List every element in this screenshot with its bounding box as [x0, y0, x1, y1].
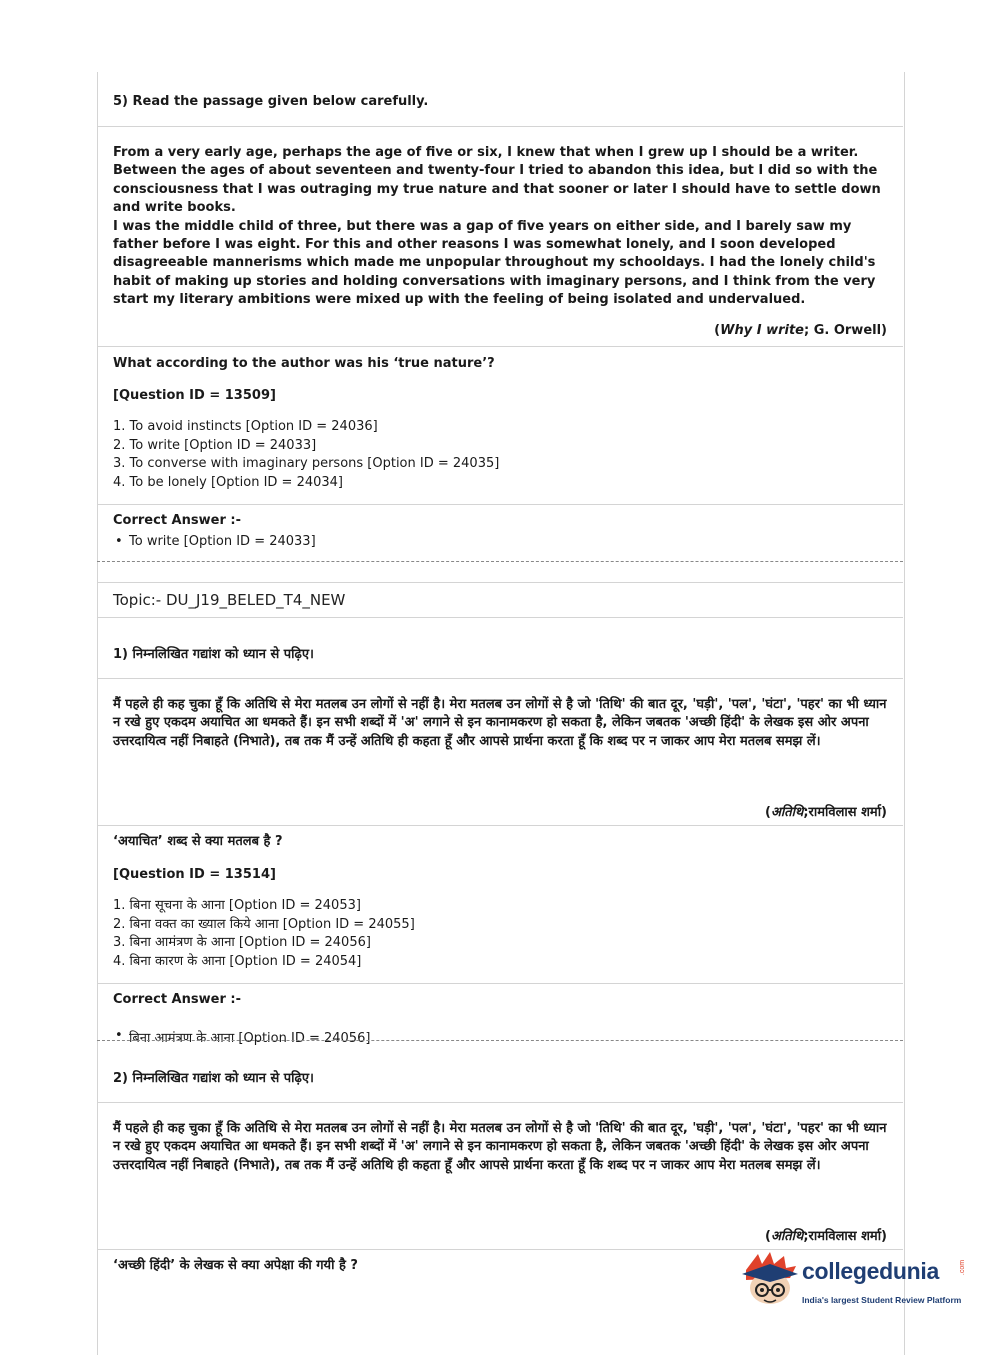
- source-title: अतिथि: [770, 805, 804, 820]
- source-author: ;रामविलास शर्मा): [803, 1229, 887, 1244]
- question-id: [Question ID = 13509]: [113, 388, 276, 403]
- option-2: 2. बिना वक्त का ख्याल किये आना [Option ID = 24055]: [113, 916, 415, 932]
- divider: [97, 582, 903, 583]
- passage-paragraph: I was the middle child of three, but there was a gap of five years on either side, and I barely saw my father before I was eight. For this and other reasons I was somewhat lonely, and I soon developed disagreeable mannerisms which made me unpopular throughout my schooldays. I had the lonely child's habit of making up stories and holding conversations with imaginary persons, and I think from the very start my literary ambitions were mixed up with the feeling of being isolated and undervalued.: [113, 218, 876, 308]
- question-title: 2) निम्नलिखित गद्यांश को ध्यान से पढ़िए।: [113, 1071, 314, 1086]
- source-author: ;रामविलास शर्मा): [803, 805, 887, 820]
- divider: [97, 617, 903, 618]
- passage: मैं पहले ही कह चुका हूँ कि अतिथि से मेरा मतलब उन लोगों से नहीं है। मेरा मतलब उन लोगों से है जो 'तिथि' की बात दूर, 'घड़ी', 'पल', 'घंटा', 'पहर' का भी ध्यान न रखे हुए एकदम अयाचित आ धमकते हैं। इन सभी शब्दों में 'अ' लगाने से इन कानामकरण हो सकता है, लेकिन जबतक 'अच्छी हिंदी' के लेखक इस ओर अपना उत्तरदायित्व नहीं निबाहते (निभाते), तब तक मैं उन्हें अतिथि ही कहता हूँ और आपसे प्रार्थना करता हूँ कि शब्द पर न जाकर आप मेरा मतलब समझ लें।: [113, 697, 887, 749]
- divider: [97, 346, 903, 347]
- correct-answer-label: Correct Answer :-: [113, 992, 241, 1007]
- options-list: [113, 897, 887, 971]
- question-text: ‘अच्छी हिंदी’ के लेखक से क्या अपेक्षा की गयी है ?: [113, 1258, 358, 1273]
- option-4: 4. बिना कारण के आना [Option ID = 24054]: [113, 953, 362, 969]
- passage-paragraph: From a very early age, perhaps the age of five or six, I knew that when I grew up I should be a writer. Between the ages of about seventeen and twenty-four I tried to abandon this idea, but I did so with the consciousness that I was outraging my true nature and that sooner or later I should have to settle down and write books.: [113, 145, 881, 216]
- passage-source: [714, 323, 887, 338]
- question-text: ‘अयाचित’ शब्द से क्या मतलब है ?: [113, 834, 283, 849]
- correct-answer-label: Correct Answer :-: [113, 513, 241, 528]
- brand-name: collegedunia: [802, 1258, 939, 1284]
- divider: [97, 1102, 903, 1103]
- divider: [97, 504, 903, 505]
- option-4: 4. To be lonely [Option ID = 24034]: [113, 474, 343, 490]
- source-author: ; G. Orwell): [803, 323, 887, 338]
- option-1: 1. To avoid instincts [Option ID = 24036]: [113, 419, 378, 434]
- question-separator: [97, 1040, 903, 1041]
- passage: [113, 144, 887, 310]
- student-mascot-icon: [740, 1250, 800, 1312]
- question-id: [Question ID = 13514]: [113, 867, 276, 882]
- source-paren: (: [714, 323, 721, 338]
- divider: [97, 825, 903, 826]
- divider: [97, 983, 903, 984]
- divider: [97, 126, 903, 127]
- option-1: 1. बिना सूचना के आना [Option ID = 24053]: [113, 898, 361, 913]
- brand-tagline: India's largest Student Review Platform: [802, 1295, 962, 1305]
- topic-heading: Topic:- DU_J19_BELED_T4_NEW: [113, 591, 346, 609]
- option-3: 3. To converse with imaginary persons [Option ID = 24035]: [113, 456, 500, 472]
- passage-source: [765, 1226, 887, 1244]
- option-3: 3. बिना आमंत्रण के आना [Option ID = 24056]: [113, 935, 371, 951]
- question-title: 1) निम्नलिखित गद्यांश को ध्यान से पढ़िए।: [113, 647, 314, 662]
- brand-domain: .com: [959, 1259, 967, 1276]
- passage: मैं पहले ही कह चुका हूँ कि अतिथि से मेरा मतलब उन लोगों से नहीं है। मेरा मतलब उन लोगों से है जो 'तिथि' की बात दूर, 'घड़ी', 'पल', 'घंटा', 'पहर' का भी ध्यान न रखे हुए एकदम अयाचित आ धमकते हैं। इन सभी शब्दों में 'अ' लगाने से इन कानामकरण हो सकता है, लेकिन जबतक 'अच्छी हिंदी' के लेखक इस ओर अपना उत्तरदायित्व नहीं निबाहते (निभाते), तब तक मैं उन्हें अतिथि ही कहता हूँ और आपसे प्रार्थना करता हूँ कि शब्द पर न जाकर आप मेरा मतलब समझ लें।: [113, 1121, 887, 1173]
- question-title: 5) Read the passage given below carefully.: [113, 94, 429, 109]
- question-separator: [97, 561, 903, 562]
- correct-answer-value: • बिना आमंत्रण के आना [Option ID = 24056]: [113, 1028, 903, 1046]
- divider: [97, 678, 903, 679]
- source-title: अतिथि: [770, 1229, 804, 1244]
- correct-answer-value: • To write [Option ID = 24033]: [113, 534, 903, 549]
- source-title: Why I write: [720, 323, 804, 338]
- source-paren: (: [764, 805, 771, 820]
- question-text: What according to the author was his ‘true nature’?: [113, 356, 495, 371]
- source-paren: (: [764, 1229, 771, 1244]
- passage-source: [765, 802, 887, 820]
- option-2: 2. To write [Option ID = 24033]: [113, 437, 317, 453]
- options-list: [113, 418, 887, 492]
- collegedunia-logo: [740, 1250, 968, 1312]
